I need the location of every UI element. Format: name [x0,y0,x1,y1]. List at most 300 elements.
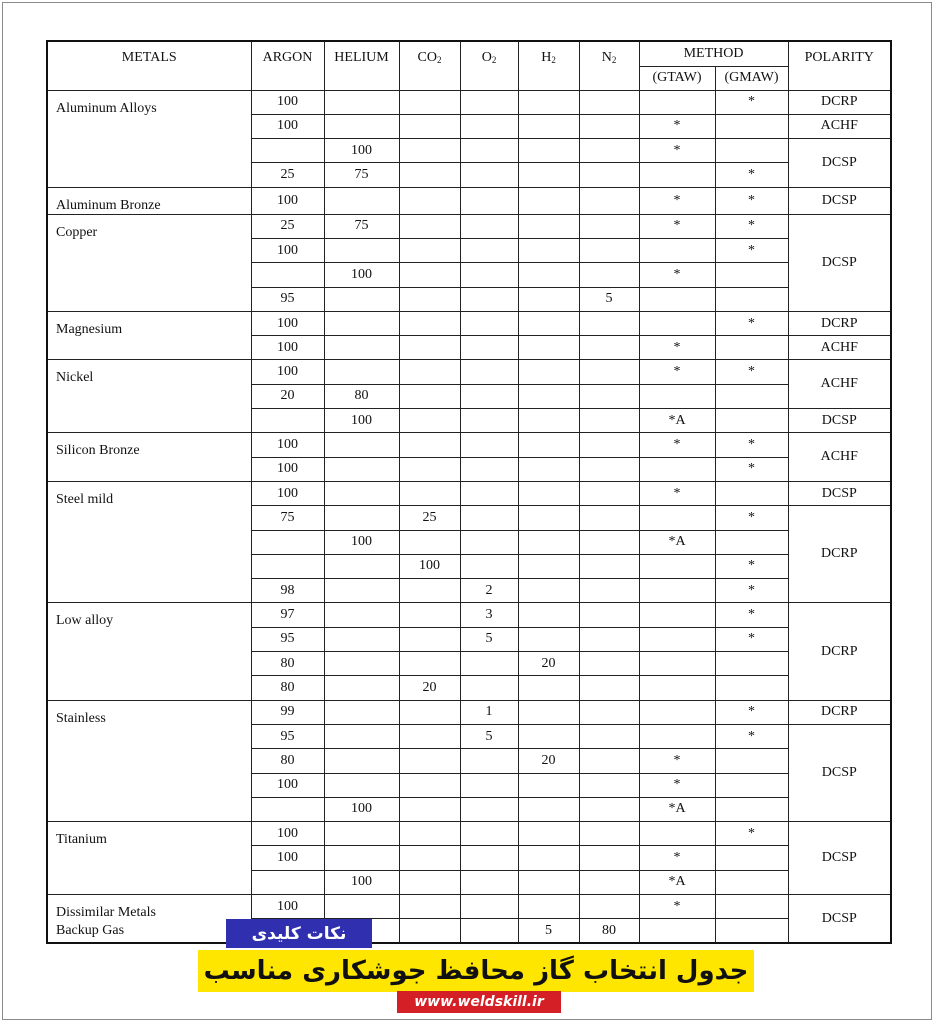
co2-cell [399,652,460,676]
gtaw-cell: * [639,749,715,773]
n2-cell [579,700,639,724]
gmaw-cell: * [715,554,788,578]
gmaw-cell: * [715,214,788,238]
co2-cell [399,724,460,748]
o2-cell [460,139,518,163]
metal-name-cell: Stainless [47,700,251,821]
helium-cell [324,846,399,870]
o2-cell [460,797,518,821]
gmaw-cell [715,895,788,919]
argon-cell [251,139,324,163]
n2-cell [579,603,639,627]
co2-cell [399,360,460,384]
metal-name-cell: Aluminum Bronze [47,187,251,214]
gmaw-cell: * [715,311,788,335]
gmaw-cell: * [715,457,788,481]
metal-name-cell: Nickel [47,360,251,433]
helium-cell [324,336,399,360]
helium-cell [324,627,399,651]
helium-cell [324,773,399,797]
helium-cell [324,90,399,114]
n2-cell [579,187,639,214]
argon-cell: 100 [251,114,324,138]
metal-name-cell: Copper [47,214,251,311]
header-method: METHOD [639,41,788,66]
helium-cell [324,700,399,724]
gmaw-cell: * [715,90,788,114]
h2-cell [518,311,579,335]
table-row [47,822,891,846]
helium-cell: 100 [324,263,399,287]
table-row [47,214,891,238]
metal-name-cell: Titanium [47,822,251,895]
helium-cell: 75 [324,214,399,238]
gtaw-cell [639,238,715,262]
header-polarity: POLARITY [788,41,891,90]
helium-cell: 100 [324,139,399,163]
helium-cell [324,724,399,748]
argon-cell: 25 [251,163,324,187]
o2-cell [460,822,518,846]
n2-cell [579,457,639,481]
gmaw-cell [715,530,788,554]
o2-cell [460,530,518,554]
h2-cell [518,433,579,457]
metal-name-cell [47,895,251,944]
table-row [47,481,891,505]
gtaw-cell: * [639,114,715,138]
header-co2: $CO_2$ [399,41,460,90]
gtaw-cell: *A [639,530,715,554]
gtaw-cell: * [639,360,715,384]
h2-cell: 5 [518,919,579,943]
gmaw-cell: * [715,360,788,384]
argon-cell: 20 [251,384,324,408]
o2-cell [460,870,518,894]
o2-cell [460,676,518,700]
polarity-cell: DCRP [788,90,891,114]
helium-cell [324,506,399,530]
o2-cell [460,311,518,335]
gmaw-cell [715,773,788,797]
argon-cell: 100 [251,895,324,919]
gmaw-cell [715,114,788,138]
h2-cell [518,603,579,627]
o2-cell [460,652,518,676]
o2-cell [460,433,518,457]
co2-cell [399,90,460,114]
polarity-cell: DCSP [788,409,891,433]
helium-cell: 100 [324,409,399,433]
gtaw-cell [639,676,715,700]
h2-cell [518,457,579,481]
o2-cell [460,457,518,481]
metal-name-cell: Magnesium [47,311,251,360]
gtaw-cell: * [639,214,715,238]
co2-cell [399,384,460,408]
n2-cell [579,481,639,505]
header-argon: ARGON [251,41,324,90]
n2-cell [579,530,639,554]
helium-cell: 80 [324,384,399,408]
metal-name-cell: Low alloy [47,603,251,700]
h2-cell: 20 [518,749,579,773]
o2-cell [460,846,518,870]
h2-cell [518,627,579,651]
o2-cell [460,263,518,287]
co2-cell [399,870,460,894]
co2-cell [399,433,460,457]
gmaw-cell: * [715,506,788,530]
h2-cell [518,384,579,408]
metal-name-line: Backup Gas [56,923,125,938]
argon-cell: 100 [251,481,324,505]
n2-cell: 80 [579,919,639,943]
co2-cell [399,287,460,311]
h2-cell [518,870,579,894]
co2-cell [399,603,460,627]
helium-cell [324,433,399,457]
polarity-cell: DCRP [788,603,891,700]
polarity-cell: ACHF [788,360,891,409]
gtaw-cell [639,822,715,846]
h2-cell [518,506,579,530]
co2-cell [399,700,460,724]
n2-cell [579,263,639,287]
table-body [47,90,891,943]
argon-cell: 100 [251,311,324,335]
gtaw-cell [639,287,715,311]
o2-cell: 5 [460,627,518,651]
gtaw-cell: * [639,433,715,457]
o2-cell [460,506,518,530]
gmaw-cell: * [715,822,788,846]
o2-cell: 5 [460,724,518,748]
h2-cell [518,214,579,238]
key-points-badge: نکات کلیدی [226,919,372,948]
gtaw-cell [639,700,715,724]
h2-cell [518,530,579,554]
o2-cell [460,163,518,187]
n2-cell [579,384,639,408]
n2-cell [579,139,639,163]
n2-cell [579,163,639,187]
gmaw-cell: * [715,187,788,214]
helium-cell [324,676,399,700]
h2-cell [518,409,579,433]
h2-cell [518,163,579,187]
co2-cell [399,627,460,651]
argon-cell: 75 [251,506,324,530]
gmaw-cell: * [715,724,788,748]
o2-cell [460,481,518,505]
n2-cell [579,554,639,578]
helium-cell [324,238,399,262]
header-gtaw: (GTAW) [639,66,715,90]
gtaw-cell: * [639,481,715,505]
gtaw-cell [639,90,715,114]
polarity-cell: DCRP [788,506,891,603]
n2-cell [579,870,639,894]
gmaw-cell [715,263,788,287]
o2-cell [460,895,518,919]
argon-cell: 80 [251,676,324,700]
gmaw-cell [715,749,788,773]
argon-cell: 100 [251,238,324,262]
n2-cell [579,238,639,262]
co2-cell [399,139,460,163]
co2-cell [399,457,460,481]
helium-cell [324,579,399,603]
o2-cell [460,187,518,214]
argon-cell: 100 [251,822,324,846]
gtaw-cell [639,603,715,627]
n2-cell [579,214,639,238]
co2-cell: 20 [399,676,460,700]
n2-cell [579,846,639,870]
gmaw-cell [715,797,788,821]
gtaw-cell: *A [639,797,715,821]
polarity-cell: ACHF [788,114,891,138]
polarity-cell: ACHF [788,336,891,360]
argon-cell [251,263,324,287]
helium-cell [324,895,399,919]
n2-cell [579,627,639,651]
n2-cell [579,433,639,457]
co2-cell [399,919,460,943]
website-link[interactable]: www.weldskill.ir [397,991,561,1013]
h2-cell [518,797,579,821]
header-row [47,41,891,66]
h2-cell [518,360,579,384]
helium-cell [324,457,399,481]
gmaw-cell: * [715,627,788,651]
co2-cell [399,579,460,603]
co2-cell [399,163,460,187]
o2-cell [460,90,518,114]
helium-cell [324,481,399,505]
co2-cell [399,773,460,797]
gtaw-cell [639,311,715,335]
helium-cell: 100 [324,797,399,821]
gtaw-cell [639,163,715,187]
gtaw-cell [639,384,715,408]
polarity-cell: DCSP [788,481,891,505]
gmaw-cell [715,870,788,894]
n2-cell [579,749,639,773]
helium-cell [324,822,399,846]
gmaw-cell: * [715,700,788,724]
co2-cell [399,187,460,214]
co2-cell [399,336,460,360]
h2-cell [518,579,579,603]
n2-cell [579,90,639,114]
helium-cell [324,287,399,311]
argon-cell [251,409,324,433]
helium-cell: 100 [324,870,399,894]
co2-cell [399,263,460,287]
gmaw-cell [715,846,788,870]
gtaw-cell: * [639,263,715,287]
gtaw-cell: * [639,139,715,163]
o2-cell [460,360,518,384]
n2-cell [579,676,639,700]
helium-cell [324,652,399,676]
gtaw-cell [639,919,715,943]
h2-cell [518,846,579,870]
gmaw-cell [715,652,788,676]
co2-cell [399,114,460,138]
gmaw-cell [715,336,788,360]
n2-cell [579,506,639,530]
gmaw-cell: * [715,433,788,457]
shielding-gas-table [46,40,892,944]
gmaw-cell [715,139,788,163]
argon-cell: 95 [251,287,324,311]
co2-cell [399,481,460,505]
o2-cell [460,114,518,138]
h2-cell [518,187,579,214]
h2-cell [518,287,579,311]
helium-cell [324,603,399,627]
argon-cell: 97 [251,603,324,627]
table-row [47,433,891,457]
h2-cell [518,238,579,262]
h2-cell [518,700,579,724]
o2-cell [460,238,518,262]
argon-cell [251,797,324,821]
argon-cell: 100 [251,187,324,214]
table-row [47,187,891,214]
gmaw-cell [715,287,788,311]
gtaw-cell: * [639,187,715,214]
argon-cell: 100 [251,336,324,360]
gtaw-cell [639,724,715,748]
argon-cell: 80 [251,749,324,773]
n2-cell: 5 [579,287,639,311]
gtaw-cell: *A [639,870,715,894]
gtaw-cell [639,506,715,530]
gmaw-cell: * [715,163,788,187]
h2-cell [518,263,579,287]
helium-cell [324,554,399,578]
n2-cell [579,360,639,384]
o2-cell: 1 [460,700,518,724]
h2-cell [518,554,579,578]
o2-cell [460,409,518,433]
gtaw-cell [639,652,715,676]
polarity-cell: DCSP [788,895,891,944]
gtaw-cell [639,579,715,603]
h2-cell [518,773,579,797]
header-helium: HELIUM [324,41,399,90]
gmaw-cell [715,409,788,433]
metal-name-cell: Silicon Bronze [47,433,251,482]
argon-cell: 100 [251,846,324,870]
h2-cell [518,336,579,360]
gmaw-cell: * [715,603,788,627]
co2-cell [399,822,460,846]
title-banner: جدول انتخاب گاز محافظ جوشکاری مناسب [198,950,754,992]
polarity-cell: DCSP [788,187,891,214]
gtaw-cell: * [639,336,715,360]
header-h2: $H_2$ [518,41,579,90]
gtaw-cell [639,627,715,651]
o2-cell [460,773,518,797]
metal-name-cell: Aluminum Alloys [47,90,251,187]
o2-cell [460,214,518,238]
gtaw-cell [639,554,715,578]
header-metals: METALS [47,41,251,90]
argon-cell: 100 [251,90,324,114]
helium-cell [324,749,399,773]
argon-cell: 95 [251,627,324,651]
co2-cell [399,238,460,262]
h2-cell [518,676,579,700]
polarity-cell: DCRP [788,311,891,335]
polarity-cell: DCSP [788,139,891,188]
table-row [47,360,891,384]
gtaw-cell: * [639,895,715,919]
n2-cell [579,724,639,748]
polarity-cell: DCSP [788,214,891,311]
co2-cell [399,311,460,335]
table-row [47,90,891,114]
argon-cell [251,554,324,578]
polarity-cell: DCSP [788,822,891,895]
polarity-cell: ACHF [788,433,891,482]
gmaw-cell [715,481,788,505]
n2-cell [579,652,639,676]
argon-cell: 100 [251,773,324,797]
n2-cell [579,114,639,138]
co2-cell [399,895,460,919]
h2-cell [518,895,579,919]
argon-cell: 80 [251,652,324,676]
argon-cell [251,530,324,554]
n2-cell [579,311,639,335]
argon-cell: 100 [251,433,324,457]
gtaw-cell: * [639,773,715,797]
helium-cell [324,360,399,384]
helium-cell: 100 [324,530,399,554]
o2-cell [460,554,518,578]
gtaw-cell [639,457,715,481]
co2-cell [399,409,460,433]
helium-cell [324,114,399,138]
argon-cell: 100 [251,457,324,481]
co2-cell [399,846,460,870]
helium-cell: 75 [324,163,399,187]
o2-cell [460,336,518,360]
h2-cell [518,90,579,114]
n2-cell [579,895,639,919]
n2-cell [579,822,639,846]
gmaw-cell [715,384,788,408]
o2-cell [460,287,518,311]
table-row [47,895,891,919]
o2-cell [460,384,518,408]
argon-cell: 100 [251,360,324,384]
h2-cell [518,114,579,138]
o2-cell: 3 [460,603,518,627]
header-gmaw: (GMAW) [715,66,788,90]
polarity-cell: DCRP [788,700,891,724]
header-n2: $N_2$ [579,41,639,90]
co2-cell [399,530,460,554]
n2-cell [579,409,639,433]
o2-cell [460,749,518,773]
